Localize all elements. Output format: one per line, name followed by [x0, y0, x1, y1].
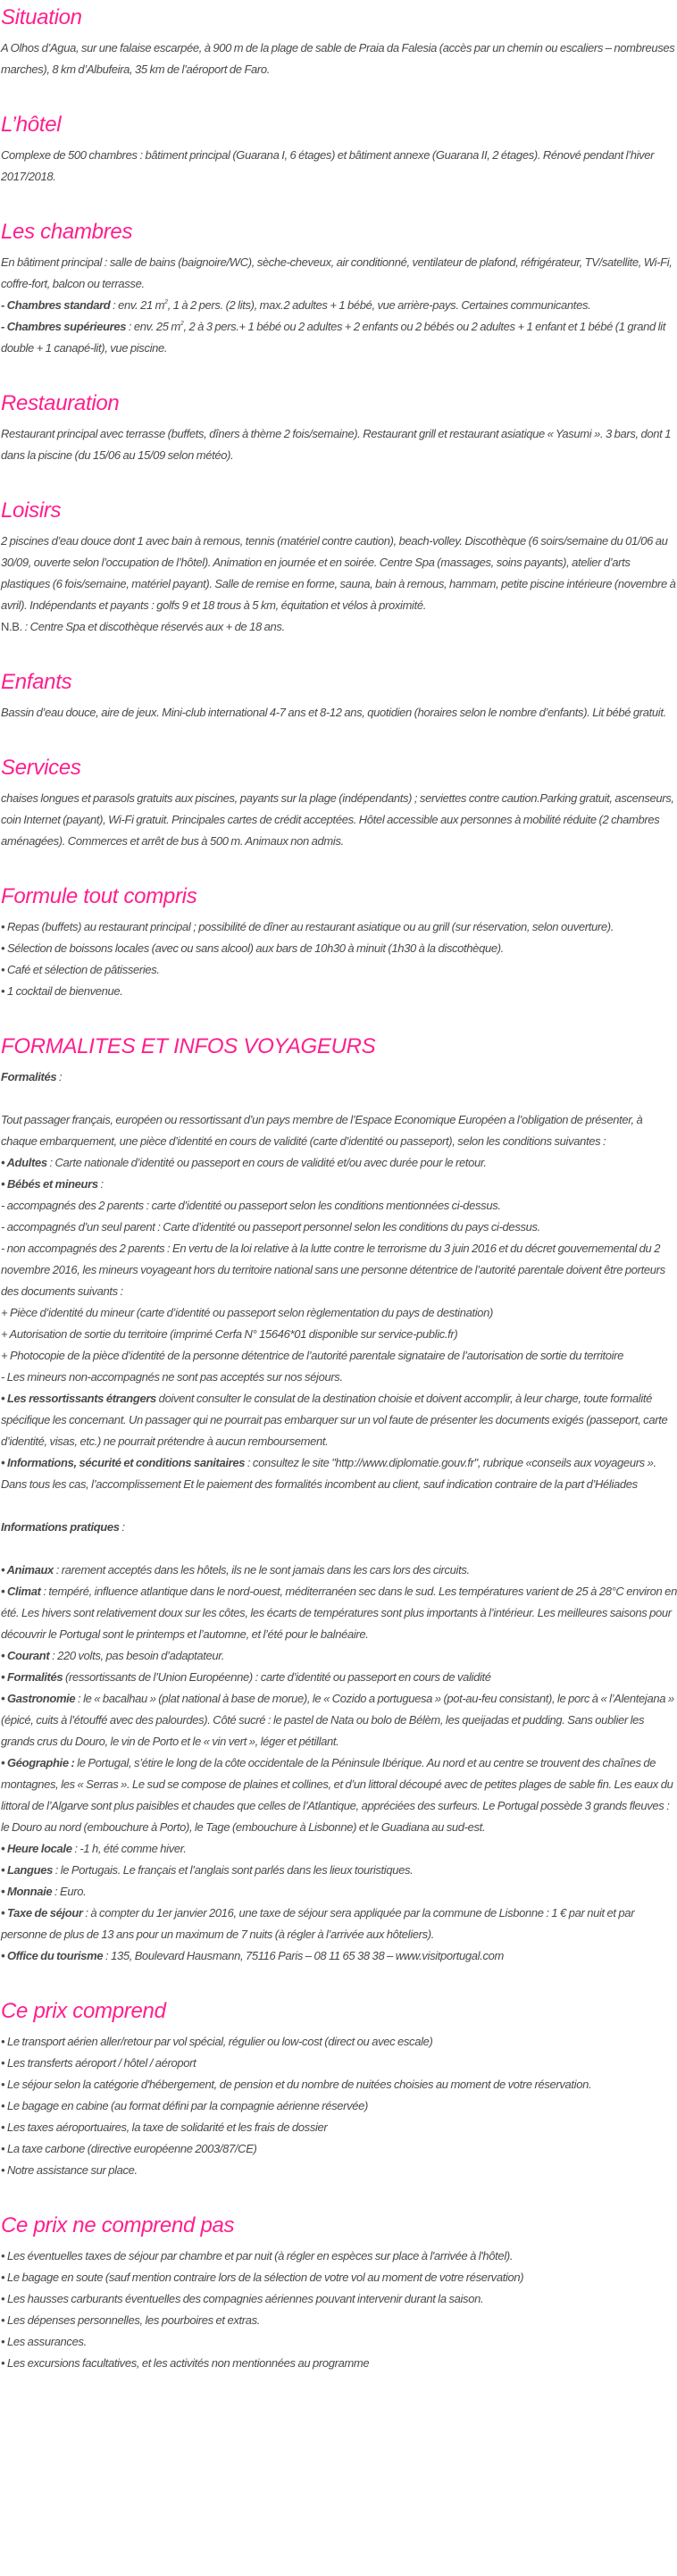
- pratique-item: [1, 1945, 677, 1967]
- text: :: [119, 1520, 125, 1534]
- section-title: Situation: [1, 5, 82, 29]
- list-item: - accompagnés des 2 parents : carte d’identité ou passeport selon les conditions mentionnées ci-dessus.: [1, 1199, 501, 1212]
- enfants-text: Bassin d’eau douce, aire de jeux. Mini-club international 4-7 ans et 8-12 ans, quotidien (horaires selon le nombre d’enfants). Lit bébé gratuit.: [1, 706, 666, 719]
- label: • Climat: [1, 1585, 41, 1598]
- section-body: [1, 38, 677, 80]
- section-prix-ne-comprend-pas: [1, 2213, 677, 2374]
- label: • Heure locale: [1, 1842, 72, 1855]
- pratique-item: [1, 1667, 677, 1688]
- text: , 2 à 3 pers.+ 1 bébé ou 2 adultes + 2 enfants ou 2 bébés ou 2 adultes + 1 enfant et 1 bébé (1 grand lit double + 1 canapé-lit), vue piscine.: [1, 320, 665, 355]
- list-item: • Le bagage en soute (sauf mention contraire lors de la sélection de votre vol au moment de votre réservation): [1, 2271, 524, 2284]
- text: doivent consulter le consulat de la destination choisie et doivent accomplir, à leur charge, toute formalité spécifique les concernant. Un passager qui ne pourrait pas embarquer sur un vol faute de présenter les documents exigés (passeport, carte d’identité, visas, etc.) ne pourrait prétendre à aucun remboursement.: [1, 1392, 668, 1448]
- section-enfants: [1, 670, 677, 723]
- pratique-item: [1, 1645, 677, 1667]
- section-services: [1, 756, 677, 852]
- text: : tempéré, influence atlantique dans le nord-ouest, méditerranéen sec dans le sud. Les températures varient de 25 à 28°C environ en été. Les hivers sont relativement doux sur les côtes, les écarts de températures sont plus importants à l’intérieur. Les meilleures saisons pour découvrir le Portugal sont le printemps et l’automne, et l’été pour le balnéaire.: [1, 1585, 677, 1641]
- label: - Chambres supérieures: [1, 320, 127, 333]
- pratique-item: [1, 1860, 677, 1881]
- list-item: • Les taxes aéroportuaires, la taxe de solidarité et les frais de dossier: [1, 2120, 328, 2134]
- list-item: • Sélection de boissons locales (avec ou sans alcool) aux bars de 10h30 à minuit (1h30 à la discothèque).: [1, 941, 504, 955]
- list-item: • Notre assistance sur place.: [1, 2163, 138, 2177]
- pratique-item: [1, 1752, 677, 1838]
- nb-text: : Centre Spa et discothèque réservés aux + de 18 ans.: [21, 620, 285, 633]
- list-item: • Les éventuelles taxes de séjour par chambre et par nuit (à régler en espèces sur place à l'arrivée à l'hôtel).: [1, 2249, 514, 2262]
- text: :: [97, 1177, 104, 1191]
- text: : rarement acceptés dans les hôtels, ils ne le sont jamais dans les cars lors des circuits.: [53, 1563, 470, 1577]
- section-body: [1, 2031, 677, 2181]
- section-title: Enfants: [1, 670, 72, 694]
- pratique-item: [1, 1881, 677, 1903]
- nb-label: N.B.: [1, 620, 22, 633]
- label: Formalités: [1, 1070, 57, 1083]
- label: • Langues: [1, 1863, 53, 1877]
- label: • Taxe de séjour: [1, 1906, 83, 1919]
- list-item: • Les excursions facultatives, et les activités non mentionnées au programme: [1, 2356, 370, 2370]
- pratique-item: [1, 1903, 677, 1945]
- section-body: [1, 702, 677, 723]
- text: : -1 h, été comme hiver.: [71, 1842, 187, 1855]
- superscript: 2: [180, 321, 184, 327]
- list-item: + Pièce d’identité du mineur (carte d’identité ou passeport selon règlementation du pays de destination): [1, 1306, 493, 1319]
- hotel-text: Complexe de 500 chambres : bâtiment principal (Guarana I, 6 étages) et bâtiment annexe (Guarana II, 2 étages). Rénové pendant l’hiver 2017/2018.: [1, 148, 655, 183]
- section-body: [1, 2246, 677, 2374]
- section-title: Restauration: [1, 391, 120, 415]
- list-item: • La taxe carbone (directive européenne 2003/87/CE): [1, 2142, 257, 2155]
- formalites-adultes: [1, 1152, 677, 1174]
- label: • Office du tourisme: [1, 1949, 104, 1962]
- services-text: chaises longues et parasols gratuits aux piscines, payants sur la plage (indépendants) ; serviettes contre caution.Parking gratuit, ascenseurs, coin Internet (payant), Wi-Fi gratuit. Principales cartes de crédit acceptées. Hôtel accessible aux personnes à mobilité réduite (2 chambres aménagées). Commerces et arrêt de bus à 500 m. Animaux non admis.: [1, 791, 674, 848]
- text: , 1 à 2 pers. (2 lits), max.2 adultes + 1 bébé, vue arrière-pays. Certaines communicantes.: [167, 298, 591, 312]
- section-title: Ce prix ne comprend pas: [1, 2213, 235, 2237]
- label: • Géographie :: [1, 1756, 75, 1769]
- list-item: • Repas (buffets) au restaurant principal ; possibilité de dîner au restaurant asiatique ou au grill (sur réservation, selon ouverture).: [1, 920, 614, 933]
- text: : consultez le site "http://www.diplomatie.gouv.fr", rubrique «conseils aux voyageurs ». Dans tous les cas, l’accomplissement Et le paiement des formalités incombent au client, sauf indication contraire de la part d’Héliades: [1, 1456, 656, 1491]
- text: : Carte nationale d’identité ou passeport en cours de validité et/ou avec durée pour le retour.: [46, 1156, 487, 1169]
- label: • Gastronomie: [1, 1692, 76, 1705]
- text: :: [56, 1070, 63, 1083]
- superscript: 2: [164, 299, 168, 305]
- list-item: - Les mineurs non-accompagnés ne sont pas acceptés sur nos séjours.: [1, 1370, 343, 1384]
- section-body: [1, 1066, 677, 1967]
- list-item: • Café et sélection de pâtisseries.: [1, 963, 160, 976]
- loisirs-text: 2 piscines d’eau douce dont 1 avec bain à remous, tennis (matériel contre caution), beach-volley. Discothèque (6 soirs/semaine du 01/06 au 30/09, ouverte selon l’occupation de l’hôtel). Animation en journée et en soirée. Centre Spa (massages, soins payants), atelier d’arts plastiques (6 fois/semaine, matériel payant). Salle de remise en forme, sauna, bain à remous, hammam, petite piscine intérieure (novembre à avril). Indépendants et payants : golfs 9 et 18 trous à 5 km, équitation et vélos à proximité.: [1, 534, 676, 612]
- spacer: [1, 1538, 677, 1560]
- section-body: [1, 531, 677, 638]
- chambres-superieures: [1, 316, 677, 359]
- list-item: • Les transferts aéroport / hôtel / aéroport: [1, 2056, 196, 2070]
- restauration-text: Restaurant principal avec terrasse (buffets, dîners à thème 2 fois/semaine). Restaurant grill et restaurant asiatique « Yasumi ». 3 bars, dont 1 dans la piscine (du 15/06 au 15/09 selon météo).: [1, 427, 672, 462]
- label: • Les ressortissants étrangers: [1, 1392, 156, 1405]
- list-item: - accompagnés d’un seul parent : Carte d’identité ou passeport personnel selon les conditions du pays ci-dessus.: [1, 1220, 540, 1234]
- label: • Bébés et mineurs: [1, 1177, 98, 1191]
- section-body: [1, 423, 677, 466]
- section-body: [1, 788, 677, 852]
- text: : à compter du 1er janvier 2016, une taxe de séjour sera appliquée par la commune de Lisbonne : 1 € par nuit et par personne de plus de 13 ans pour un maximum de 7 nuits (à régler à l’arrivée aux hôteliers).: [1, 1906, 635, 1941]
- pratique-item: [1, 1581, 677, 1645]
- label: Informations pratiques: [1, 1520, 120, 1534]
- section-formalites: [1, 1034, 677, 1967]
- text: (ressortissants de l’Union Européenne) : carte d’identité ou passeport en cours de validité: [63, 1670, 491, 1684]
- section-body: [1, 145, 677, 188]
- section-title: L’hôtel: [1, 113, 62, 137]
- text: : env. 21 m: [110, 298, 165, 312]
- label: • Formalités: [1, 1670, 63, 1684]
- chambres-standard: [1, 295, 677, 316]
- label: • Informations, sécurité et conditions sanitaires: [1, 1456, 246, 1469]
- loisirs-nb: [1, 616, 677, 638]
- text: : 135, Boulevard Hausmann, 75116 Paris – 08 11 65 38 38 – www.visitportugal.com: [103, 1949, 504, 1962]
- label: • Monnaie: [1, 1885, 53, 1898]
- text: : 220 volts, pas besoin d’adaptateur.: [49, 1649, 225, 1662]
- label: - Chambres standard: [1, 298, 111, 312]
- spacer: [1, 1088, 677, 1109]
- section-title: Services: [1, 756, 81, 780]
- formalites-etrangers: [1, 1388, 677, 1452]
- list-item: • 1 cocktail de bienvenue.: [1, 984, 123, 998]
- list-item: • Les dépenses personnelles, les pourboires et extras.: [1, 2313, 261, 2327]
- pratique-item: [1, 1688, 677, 1752]
- list-item: • Les hausses carburants éventuelles des compagnies aériennes pouvant intervenir durant la saison.: [1, 2292, 484, 2305]
- label: • Adultes: [1, 1156, 47, 1169]
- text: : le « bacalhau » (plat national à base de morue), le « Cozido a portuguesa » (pot-au-feu consistant), le porc à « l’Alentejana » (épicé, cuits à l’étouffé avec des palourdes). Côté sucré : le pastel de Nata ou bolo de Bélèm, les queijadas et pudding. Sans oublier les grands crus du Douro, le vin de Porto et le « vin vert », léger et pétillant.: [1, 1692, 674, 1748]
- section-hotel: [1, 113, 677, 188]
- label: • Animaux: [1, 1563, 54, 1577]
- section-situation: [1, 0, 677, 80]
- list-item: + Photocopie de la pièce d’identité de la personne détentrice de l’autorité parentale signataire de l’autorisation de sortie du territoire: [1, 1349, 624, 1362]
- list-item: • Le bagage en cabine (au format défini par la compagnie aérienne réservée): [1, 2099, 368, 2112]
- text: : Euro.: [52, 1885, 87, 1898]
- section-title: FORMALITES ET INFOS VOYAGEURS: [1, 1034, 376, 1058]
- list-item: - non accompagnés des 2 parents : En vertu de la loi relative à la lutte contre le terrorisme du 3 juin 2016 et du décret gouvernemental du 2 novembre 2016, les mineurs voyageant hors du territoire national sans une personne détentrice de l’autorité parentale doivent être porteurs des documents suivants :: [1, 1242, 665, 1298]
- section-formule: [1, 884, 677, 1002]
- text: le Portugal, s’étire le long de la côte occidentale de la Péninsule Ibérique. Au nord et au centre se trouvent des chaînes de montagnes, les « Serras ». Le sud se compose de plaines et collines, et d’un littoral découpé avec de petites plages de sable fin. Les eaux du littoral de l’Algarve sont plus paisibles et chaudes que celles de l’Atlantique, appréciées des surfeurs. Le Portugal possède 3 grands fleuves : le Douro au nord (embouchure à Porto), le Tage (embouchure à Lisbonne) et le Guadiana au sud-est.: [1, 1756, 673, 1834]
- section-title: Les chambres: [1, 220, 133, 244]
- section-chambres: [1, 220, 677, 359]
- list-item: • Le transport aérien aller/retour par vol spécial, régulier ou low-cost (direct ou avec escale): [1, 2035, 433, 2048]
- list-item: + Autorisation de sortie du territoire (imprimé Cerfa N° 15646*01 disponible sur service-public.fr): [1, 1327, 458, 1341]
- formalites-intro: Tout passager français, européen ou ressortissant d’un pays membre de l’Espace Economique Européen a l’obligation de présenter, à chaque embarquement, une pièce d’identité en cours de validité (carte d’identité ou passeport), selon les conditions suivantes :: [1, 1113, 643, 1148]
- text: : env. 25 m: [126, 320, 180, 333]
- formalites-infos: [1, 1452, 677, 1495]
- section-restauration: [1, 391, 677, 466]
- section-body: [1, 252, 677, 359]
- formalites-bebes: [1, 1174, 677, 1195]
- list-item: • Les assurances.: [1, 2335, 87, 2348]
- list-item: • Le séjour selon la catégorie d'hébergement, de pension et du nombre de nuitées choisies au moment de votre réservation.: [1, 2078, 592, 2091]
- chambres-intro: En bâtiment principal : salle de bains (baignoire/WC), sèche-cheveux, air conditionné, ventilateur de plafond, réfrigérateur, TV/satellite, Wi-Fi, coffre-fort, balcon ou terrasse.: [1, 255, 673, 290]
- situation-text: A Olhos d’Agua, sur une falaise escarpée, à 900 m de la plage de sable de Praia da Falesia (accès par un chemin ou escaliers – nombreuses marches), 8 km d’Albufeira, 35 km de l’aéroport de Faro.: [1, 41, 675, 76]
- spacer: [1, 1495, 677, 1517]
- text: : le Portugais. Le français et l’anglais sont parlés dans les lieux touristiques.: [52, 1863, 414, 1877]
- pratique-item: [1, 1560, 677, 1581]
- section-title: Loisirs: [1, 498, 62, 523]
- section-prix-comprend: [1, 1999, 677, 2181]
- pratiques-heading: [1, 1517, 677, 1538]
- formalites-heading: [1, 1066, 677, 1088]
- section-loisirs: [1, 498, 677, 638]
- section-body: [1, 916, 677, 1002]
- section-title: Formule tout compris: [1, 884, 197, 908]
- label: • Courant: [1, 1649, 50, 1662]
- pratique-item: [1, 1838, 677, 1860]
- section-title: Ce prix comprend: [1, 1999, 166, 2023]
